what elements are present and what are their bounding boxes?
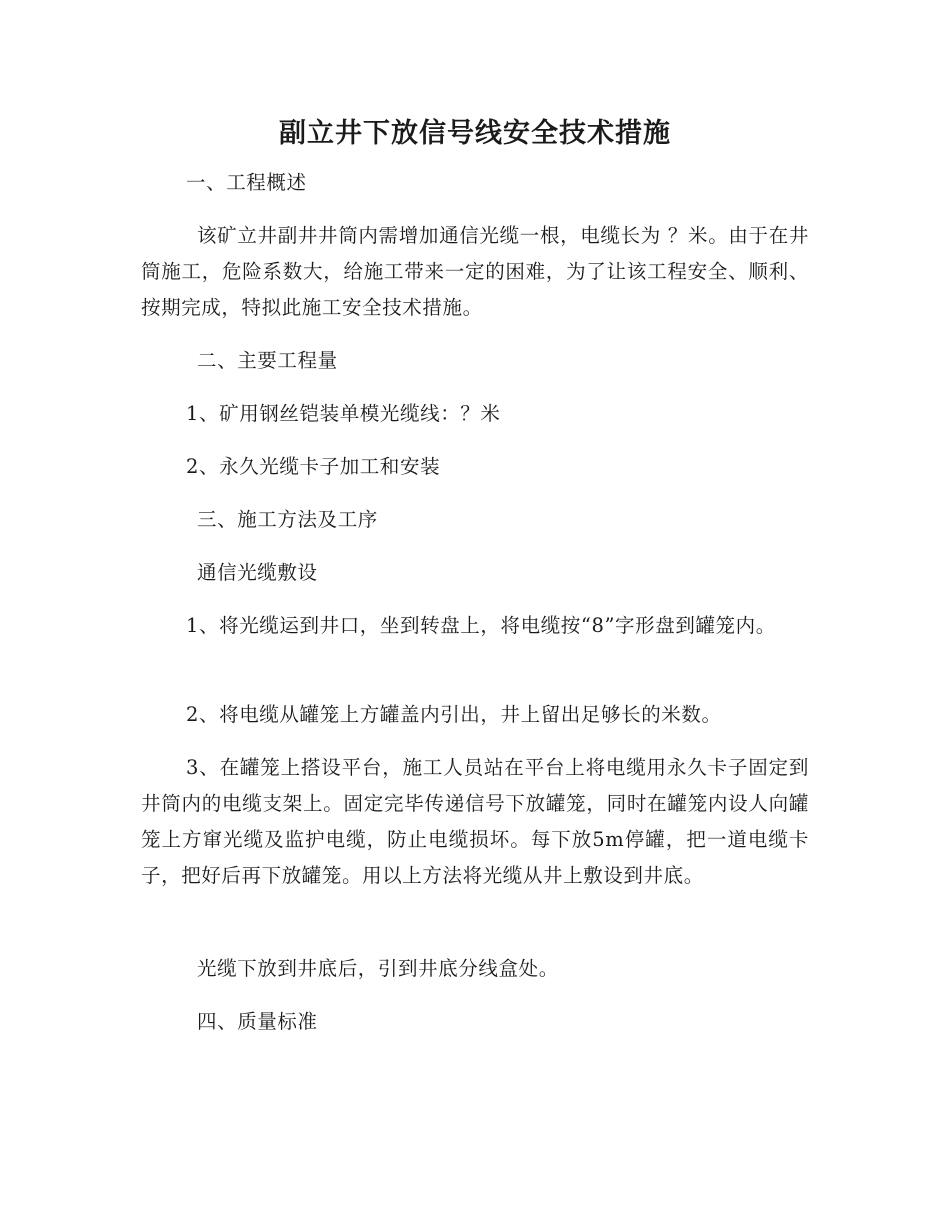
document-title: 副立井下放信号线安全技术措施: [279, 118, 671, 149]
workload-item-1: 1、矿用钢丝铠装单模光缆线：？米: [186, 402, 501, 425]
step-1-paragraph: 1、将光缆运到井口，坐到转盘上，将电缆按“8”字形盘到罐笼内。: [186, 614, 776, 637]
section-heading-workload: 二、主要工程量: [197, 349, 338, 372]
step-3-paragraph: 3、在罐笼上搭设平台，施工人员站在平台上将电缆用永久卡子固定到井筒内的电缆支架上。固定完毕传递信号下放罐笼，同时在罐笼内设人向罐笼上方窜光缆及监护电缆，防止电缆损坏。每下放5m停罐，把一道电缆卡子，把好后再下放罐笼。用以上方法将光缆从井上敷设到井底。: [141, 756, 809, 887]
section-heading-quality: 四、质量标准: [197, 1010, 318, 1033]
workload-item-2: 2、永久光缆卡子加工和安装: [186, 455, 441, 478]
section-heading-overview: 一、工程概述: [186, 171, 307, 194]
section-heading-methods: 三、施工方法及工序: [197, 508, 378, 531]
step-4-paragraph: 光缆下放到井底后，引到井底分线盒处。: [197, 957, 559, 980]
step-2-paragraph: 2、将电缆从罐笼上方罐盖内引出，井上留出足够长的米数。: [186, 703, 722, 726]
overview-paragraph: 该矿立井副井井筒内需增加通信光缆一根，电缆长为 ？米。由于在井筒施工，危险系数大，给施工带来一定的困难，为了让该工程安全、顺利、按期完成，特拟此施工安全技术措施。: [141, 224, 809, 319]
subheading-cable-laying: 通信光缆敷设: [197, 561, 318, 584]
